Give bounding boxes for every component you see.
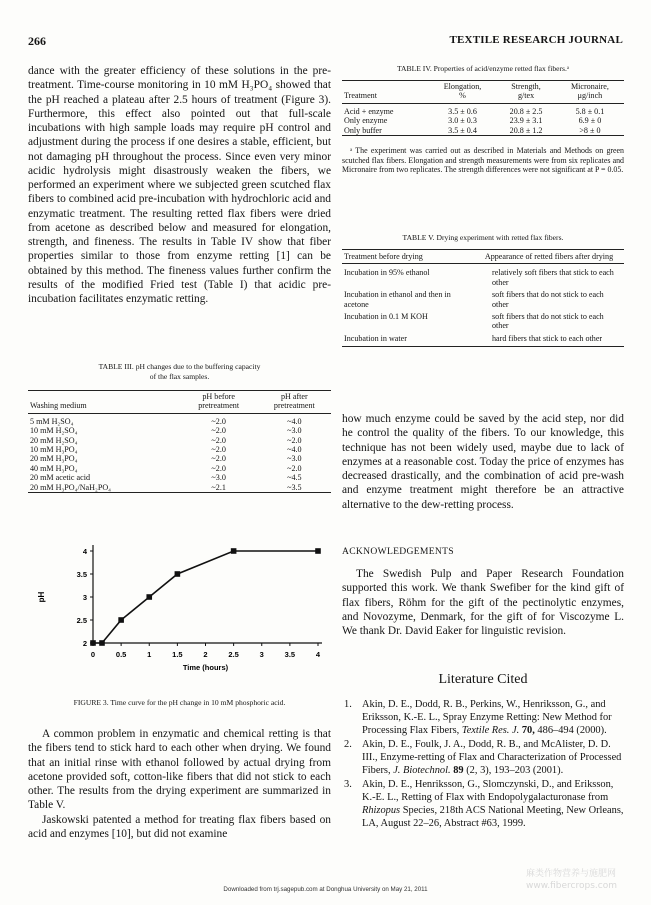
table-cell: 40 mM H₃PO₄ (30, 463, 78, 473)
table-cell: 20 mM H₃PO₄ (30, 454, 78, 464)
data-point (231, 548, 237, 554)
table-cell: 10 mM H₃PO₄ (30, 445, 78, 455)
table-cell: relatively soft fibers that stick to each other (492, 268, 614, 287)
data-point (90, 640, 96, 646)
reference-journal: J. Biotechnol. (393, 765, 451, 776)
table-iv (342, 64, 624, 175)
table-iii (28, 362, 331, 493)
table-iii-caption (28, 362, 331, 382)
page-header (28, 34, 623, 50)
figure-3-label: FIGURE 3. (73, 698, 109, 707)
paragraph-text: dance with the greater efficiency of these solutions in the pre-treatment. Time-course monitoring in 10 mM H₃PO₄ showed that the pH reached a plateau after 2.5 hours of treatment (Figure 3). Furthermore, this effect also pointed out that full-scale incubations with high sample loads may require pH control and adjustment during the process if one desires a stable, efficient, but not damaging pH throughout the process. Since even very minor acidic hydrolysis might disastrously weaken the fibers, we performed an experiment where we subjected green scutched flax fibers to combined acid pre-incubation with hydrochloric acid and enzymatic treatment. The resulting retted flax fibers were dried from acetone as described below and measured for elongation, strength, and fineness. The results in Table IV show that fiber properties similar to those from enzyme retting [1] can be obtained by this method. The fineness values further confirm the results of the modified Fried test (Table I) that acidic pre-incubation facilitates enzymatic retting. (28, 65, 331, 305)
figure-3 (28, 535, 331, 687)
table-v-body (342, 264, 624, 347)
table-cell: 20 mM H₂SO₄ (30, 435, 78, 445)
table-cell: 20.8 ± 1.2 (509, 125, 543, 135)
table-cell: hard fibers that stick to each other (492, 333, 603, 343)
table-cell: ~4.0 (287, 416, 302, 426)
table-row (28, 473, 331, 482)
left-paragraph-2 (28, 727, 331, 841)
table-cell: Incubation in ethanol and then in acetone (344, 290, 451, 309)
table-v-label: TABLE V. (402, 233, 435, 242)
reference-text: Akin, D. E., Dodd, R. B., Perkins, W., Henriksson, G., and Eriksson, K.-E. L., Spray Enzyme Retting: New Method for Processing Flax Fibers, (362, 699, 612, 736)
table-iv-label: TABLE IV. (397, 64, 432, 73)
table-cell: ~2.0 (211, 445, 226, 455)
data-point (99, 640, 105, 646)
table-header-cell: Washing medium (30, 401, 87, 411)
x-tick-label: 0 (90, 650, 96, 659)
table-header-cell: Treatment (344, 91, 377, 101)
reference-volume: 70, (521, 725, 535, 736)
table-header-row (342, 81, 624, 104)
series-line (93, 551, 318, 643)
paragraph-text: Jaskowski patented a method for treating flax fibers based on acid and enzymes [10], but did not examine (28, 813, 331, 840)
chart-plot-area (37, 545, 322, 672)
table-cell: Incubation in water (344, 333, 407, 343)
table-cell: >8 ± 0 (579, 125, 601, 135)
table-cell: ~2.0 (211, 426, 226, 436)
table-cell: soft fibers that do not stick to each other (492, 312, 604, 331)
table-row (28, 426, 331, 435)
reference-journal: Textile Res. J. (461, 725, 520, 736)
table-cell: 5 mM H₂SO₄ (30, 416, 74, 426)
table-cell: ~4.0 (287, 445, 302, 455)
y-axis-label: pH (37, 591, 46, 603)
table-header-cell: Strength, g/tex (511, 82, 541, 101)
table-cell: 3.5 ± 0.4 (448, 125, 477, 135)
table-iii-caption-line2: of the flax samples. (149, 372, 210, 381)
ph-time-chart (28, 535, 331, 687)
data-point (315, 548, 321, 554)
paragraph-text: how much enzyme could be saved by the acid step, nor did he control the quality of the fibers. To our knowledge, this technique has not been widely used, maybe due to lack of enzymes at a reasonable cost. Today the price of enzymes has decreased drastically, and the combination of acid pre-wash and enzyme treatment might therefore be an attractive alternative to the dew-retting process. (342, 413, 624, 511)
x-tick-label: 3 (259, 650, 264, 659)
table-cell: ~2.0 (211, 435, 226, 445)
reference-item (342, 738, 624, 777)
table-cell: ~3.5 (287, 482, 302, 492)
table-header-cell: Elongation, % (443, 82, 482, 101)
table-iv-body (342, 103, 624, 135)
table-cell: Incubation in 95% ethanol (344, 268, 430, 278)
reference-number: 2. (344, 739, 352, 750)
data-point (175, 571, 181, 577)
table-cell: ~2.0 (287, 435, 302, 445)
literature-heading: Literature Cited (438, 672, 528, 687)
reference-text: Akin, D. E., Henriksson, G., Slomczynski, D., and Eriksson, K.-E. L., Retting of Flax with Endopolygalacturonase from (362, 779, 614, 803)
table-cell: Only buffer (344, 125, 382, 135)
table-row (342, 126, 624, 136)
data-point (118, 617, 124, 623)
table-iii-body (28, 413, 331, 492)
paragraph-text: A common problem in enzymatic and chemical retting is that the fibers tend to stick hard to each other when drying. We found that an initial rinse with ethanol followed by actual drying from acetone provided soft, cotton-like fibers that did not stick to each other. The results from the drying experiment are summarized in Table V. (28, 728, 331, 812)
y-tick-label: 2 (82, 639, 87, 648)
table-iii-caption-line1: pH changes due to the buffering capacity (135, 362, 261, 371)
table-row (342, 290, 624, 312)
reference-tail: Species, 218th ACS National Meeting, New Orleans, LA, August 22–26, Abstract #63, 1999. (362, 805, 624, 829)
x-tick-label: 2 (203, 650, 208, 659)
table-row (342, 312, 624, 334)
table-cell: 23.9 ± 3.1 (509, 116, 543, 126)
table-iv-caption (342, 64, 624, 74)
reference-volume: 89 (453, 765, 464, 776)
figure-3-caption (28, 698, 331, 707)
reference-item (342, 698, 624, 737)
reference-tail: (2, 3), 193–203 (2001). (466, 765, 564, 776)
table-v-caption-text: Drying experiment with retted flax fibers. (436, 233, 564, 242)
y-tick-label: 3.5 (76, 570, 87, 579)
watermark-line: 麻类作物营养与施肥网 (526, 869, 617, 879)
table-row (28, 445, 331, 454)
table-header-row (28, 391, 331, 414)
table-cell: soft fibers that do not stick to each other (492, 290, 604, 309)
x-tick-label: 1.5 (172, 650, 183, 659)
table-header-cell: Micronaire, μg/inch (570, 82, 609, 101)
table-cell: ~2.0 (211, 463, 226, 473)
table-cell: ~4.5 (287, 473, 302, 483)
table-cell: 10 mM H₂SO₄ (30, 426, 78, 436)
table-header-row (342, 250, 624, 264)
table-cell: ~3.0 (211, 473, 226, 483)
header-text: pH after pretreatment (273, 392, 315, 411)
y-tick-label: 3 (82, 593, 87, 602)
table-row (28, 454, 331, 463)
table-cell: 20 mM acetic acid (30, 473, 91, 483)
paragraph-text: The Swedish Pulp and Paper Research Foundation supported this work. We thank Swefiber for the kind gift of flax fibers, Röhm for the gift of the pectinolytic enzymes, and Novozyme, Denmark, for the gift of for Viscozyme L. We thank Dr. David Eaker for linguistic revision. (342, 568, 624, 637)
page-number: 266 (28, 34, 46, 48)
table-v-caption (342, 233, 624, 243)
left-paragraph-1 (28, 64, 331, 306)
table-v (342, 233, 624, 347)
y-tick-label: 4 (82, 547, 87, 556)
table-cell: ~2.1 (211, 482, 226, 492)
table-row (28, 436, 331, 445)
table-iv-caption-text: Properties of acid/enzyme retted flax fibers.ᵃ (433, 64, 569, 73)
table-iii-grid (28, 390, 331, 493)
reference-item (342, 778, 624, 830)
table-iv-footnote: ᵃ The experiment was carried out as described in Materials and Methods on green scutched flax fibers. Elongation and strength measurements were from six replicates and Micronaire from two replicates. The strength differences were not significant at P = 0.05. (342, 146, 624, 175)
acknowledgements-heading: ACKNOWLEDGEMENTS (342, 546, 454, 557)
table-cell: Acid + enzyme (344, 106, 394, 116)
reference-number: 3. (344, 779, 352, 790)
header-text: pH before pretreatment (198, 392, 240, 411)
table-row (342, 103, 624, 116)
acknowledgements-text (342, 567, 624, 638)
watermark (526, 868, 617, 892)
table-cell: 20.8 ± 2.5 (509, 106, 543, 116)
x-tick-label: 4 (315, 650, 321, 659)
table-cell: 3.5 ± 0.6 (448, 106, 477, 116)
watermark-line: www.fibercrops.com (526, 881, 617, 891)
x-tick-label: 2.5 (228, 650, 239, 659)
table-header-cell (180, 391, 258, 414)
table-cell: ~2.0 (211, 416, 226, 426)
table-row (342, 116, 624, 125)
table-row (342, 264, 624, 290)
table-row (342, 334, 624, 347)
x-tick-label: 1 (147, 650, 152, 659)
table-row (28, 464, 331, 473)
table-cell: 6.9 ± 0 (578, 116, 602, 126)
table-iii-label: TABLE III. (98, 362, 134, 371)
table-header-cell (258, 391, 331, 414)
reference-journal: Rhizopus (362, 805, 401, 816)
table-row (28, 483, 331, 493)
x-tick-label: 0.5 (115, 650, 127, 659)
table-cell: 20 mM H₃PO₄/NaH₂PO₄ (30, 482, 111, 492)
figure-3-caption-text: Time curve for the pH change in 10 mM phosphoric acid. (110, 698, 286, 707)
table-v-grid (342, 249, 624, 347)
table-cell: ~2.0 (287, 463, 302, 473)
x-axis-label: Time (hours) (182, 663, 229, 672)
table-cell: ~3.0 (287, 426, 302, 436)
x-tick-label: 3.5 (284, 650, 296, 659)
table-iv-grid (342, 80, 624, 136)
journal-name: TEXTILE RESEARCH JOURNAL (449, 34, 623, 46)
reference-list (342, 698, 624, 831)
right-paragraph-1 (342, 412, 624, 512)
reference-tail: 486–494 (2000). (537, 725, 607, 736)
table-cell: ~2.0 (211, 454, 226, 464)
y-tick-label: 2.5 (76, 616, 87, 625)
table-cell: Only enzyme (344, 116, 388, 126)
reference-number: 1. (344, 699, 352, 710)
data-point (146, 594, 152, 600)
download-footer: Downloaded from trj.sagepub.com at Donghua University on May 21, 2011 (223, 886, 428, 893)
table-cell: ~3.0 (287, 454, 302, 464)
table-cell: 3.0 ± 0.3 (448, 116, 477, 126)
table-row (28, 413, 331, 426)
table-cell: Incubation in 0.1 M KOH (344, 312, 428, 322)
table-cell: 5.8 ± 0.1 (575, 106, 605, 116)
reference-text: Akin, D. E., Foulk, J. A., Dodd, R. B., and McAlister, D. D. III., Enzyme-retting of Flax and Characterization of Processed Fibers, (362, 739, 622, 776)
table-header-cell: Appearance of retted fibers after drying (484, 252, 614, 261)
table-header-cell: Treatment before drying (344, 252, 423, 261)
